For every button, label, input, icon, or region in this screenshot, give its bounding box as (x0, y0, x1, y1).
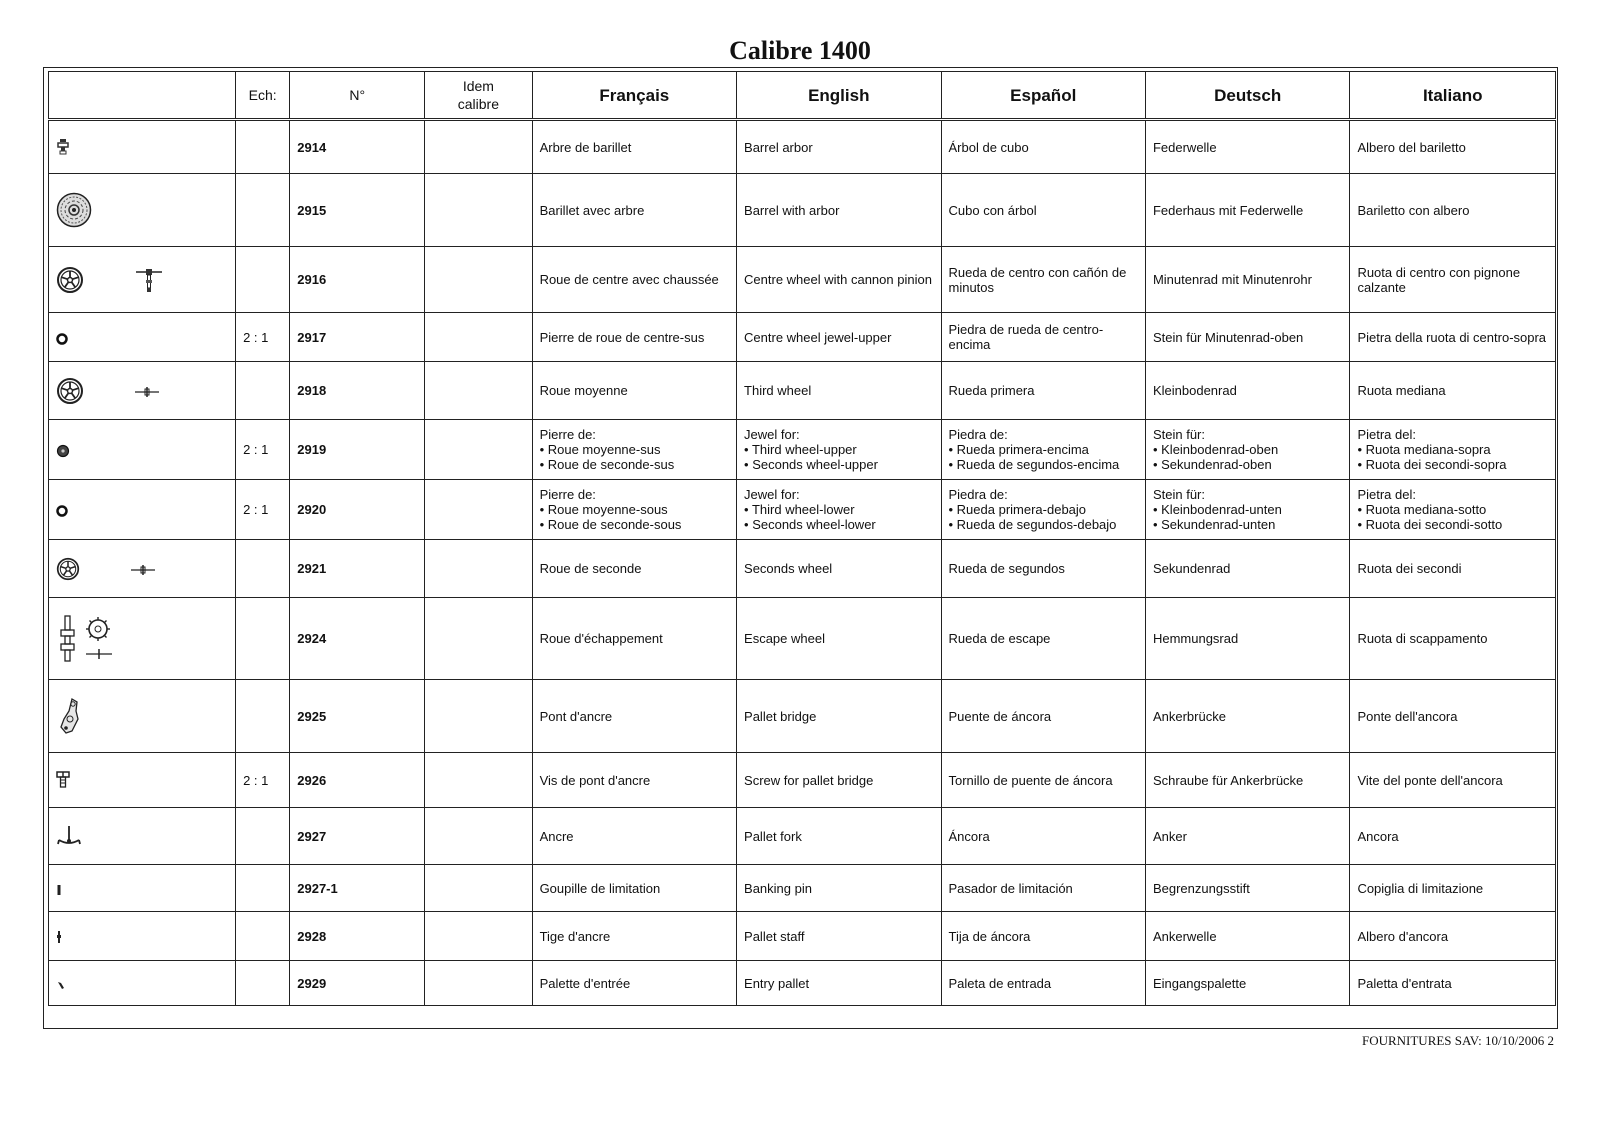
cell-text: 2929 (297, 975, 327, 991)
italiano-cell (1350, 480, 1556, 540)
cell-text: Bariletto con albero (1357, 202, 1470, 218)
wheel-profile-icon (130, 561, 156, 576)
idem-calibre-cell (425, 912, 532, 961)
header-italiano: Italiano (1350, 72, 1556, 120)
cell-text: Ponte dell'ancora (1357, 708, 1458, 724)
italiano-cell (1350, 174, 1556, 247)
deutsch-cell (1145, 912, 1349, 961)
cell-text: Sekundenrad (1152, 561, 1231, 576)
cell-text: Roue d'échappement (539, 631, 663, 646)
cell-text: 2926 (297, 772, 327, 788)
cell-text: Anker (1152, 828, 1187, 844)
cell-text: • Roue de seconde-sus (539, 457, 675, 472)
deutsch-cell (1145, 961, 1349, 1006)
cell-text: • Sekundenrad-unten (1152, 517, 1276, 532)
ech-cell (236, 808, 290, 865)
cell-text: Barrel with arbor (744, 202, 840, 218)
cell-text: Jewel for: (744, 487, 800, 502)
cell-text: Piedra de: (948, 487, 1008, 502)
header-francais: Français (532, 72, 736, 120)
table-row (49, 808, 1556, 865)
part-number-cell (290, 247, 425, 313)
francais-cell (532, 120, 736, 174)
deutsch-cell (1145, 540, 1349, 598)
part-picture-cell (49, 961, 236, 1006)
cell-text: Barrel arbor (744, 139, 813, 155)
idem-calibre-cell (425, 961, 532, 1006)
part-picture-cell (49, 598, 236, 680)
wheel-profile-icon (134, 383, 160, 398)
wheel-arbor-icon (134, 266, 164, 294)
part-number-cell (290, 174, 425, 247)
cell-text: Tige d'ancre (539, 928, 611, 944)
cell-text: Barillet avec arbre (539, 202, 645, 218)
cell-text: • Roue de seconde-sous (539, 517, 682, 532)
cell-text: Vis de pont d'ancre (539, 772, 651, 788)
espanol-cell (941, 912, 1145, 961)
part-number-cell (290, 420, 425, 480)
header-english: English (737, 72, 941, 120)
table-row (49, 598, 1556, 680)
part-picture-cell (49, 247, 236, 313)
part-picture-cell (49, 362, 236, 420)
cell-text: 2928 (297, 928, 327, 944)
english-cell (737, 753, 941, 808)
table-row (49, 540, 1556, 598)
ech-cell (236, 680, 290, 753)
espanol-cell (941, 480, 1145, 540)
idem-calibre-cell (425, 680, 532, 753)
wheel-icon (56, 266, 84, 294)
table-row (49, 313, 1556, 362)
cell-text: Albero del bariletto (1357, 139, 1466, 155)
cell-text: Rueda de escape (948, 631, 1051, 646)
cell-text: Begrenzungsstift (1152, 880, 1250, 896)
espanol-cell (941, 247, 1145, 313)
cell-text: Seconds wheel (744, 561, 833, 576)
cell-text: • Third wheel-lower (744, 502, 855, 517)
espanol-cell (941, 313, 1145, 362)
francais-cell (532, 313, 736, 362)
ech-cell (236, 362, 290, 420)
cell-text: 2924 (297, 631, 327, 646)
table-row (49, 961, 1556, 1006)
cell-text: Schraube für Ankerbrücke (1152, 772, 1304, 788)
cell-text: • Ruota mediana-sotto (1357, 502, 1487, 517)
parts-table (48, 71, 1556, 1006)
parts-table-body (49, 120, 1556, 1006)
entry-pallet-icon (56, 976, 66, 991)
idem-calibre-cell (425, 420, 532, 480)
cell-text: Pierre de: (539, 427, 596, 442)
table-row (49, 362, 1556, 420)
cell-text: Copiglia di limitazione (1357, 880, 1484, 896)
espanol-cell (941, 753, 1145, 808)
header-espanol: Español (941, 72, 1145, 120)
francais-cell (532, 247, 736, 313)
cell-text: Pallet fork (744, 828, 802, 844)
cell-text: Minutenrad mit Minutenrohr (1152, 272, 1312, 287)
cell-text: • Seconds wheel-upper (744, 457, 878, 472)
english-cell (737, 865, 941, 912)
cell-text: Escape wheel (744, 631, 825, 646)
wheel-small-icon (56, 557, 80, 581)
barrel-icon (56, 192, 92, 228)
cell-text: Roue de seconde (539, 561, 642, 576)
cell-text: Ancora (1357, 828, 1399, 844)
english-cell (737, 362, 941, 420)
table-row (49, 865, 1556, 912)
cell-text: • Ruota dei secondi-sopra (1357, 457, 1507, 472)
deutsch-cell (1145, 680, 1349, 753)
idem-calibre-cell (425, 174, 532, 247)
english-cell (737, 598, 941, 680)
part-picture-cell (49, 480, 236, 540)
francais-cell (532, 540, 736, 598)
cell-text: Eingangspalette (1152, 975, 1247, 991)
cell-text: 2921 (297, 561, 327, 576)
espanol-cell (941, 540, 1145, 598)
header-row (49, 72, 1556, 120)
cell-text: 2 : 1 (243, 772, 269, 788)
francais-cell (532, 680, 736, 753)
table-row (49, 174, 1556, 247)
cell-text: Paleta de entrada (948, 975, 1052, 991)
cell-text: Tija de áncora (948, 928, 1031, 944)
cell-text: Stein für Minutenrad-oben (1152, 329, 1304, 345)
part-picture-cell (49, 174, 236, 247)
cell-text: Pierre de: (539, 487, 596, 502)
cell-text: Goupille de limitation (539, 880, 661, 896)
deutsch-cell (1145, 598, 1349, 680)
italiano-cell (1350, 808, 1556, 865)
cell-text: Paletta d'entrata (1357, 975, 1452, 991)
table-row (49, 420, 1556, 480)
francais-cell (532, 961, 736, 1006)
francais-cell (532, 420, 736, 480)
espanol-cell (941, 362, 1145, 420)
header-deutsch: Deutsch (1145, 72, 1349, 120)
deutsch-cell (1145, 313, 1349, 362)
italiano-cell (1350, 362, 1556, 420)
deutsch-cell (1145, 480, 1349, 540)
cell-text: Piedra de rueda de centro-encima (948, 322, 1104, 352)
table-row (49, 680, 1556, 753)
cell-text: 2925 (297, 708, 327, 724)
cell-text: Piedra de: (948, 427, 1008, 442)
francais-cell (532, 753, 736, 808)
part-picture-cell (49, 912, 236, 961)
wheel-icon (56, 377, 84, 405)
header-ech: Ech: (236, 72, 290, 120)
header-idem-calibre: Idem calibre (425, 72, 532, 120)
cell-text: Federhaus mit Federwelle (1152, 202, 1304, 218)
cell-text: Rueda de segundos (948, 561, 1065, 576)
cell-text: Centre wheel with cannon pinion (744, 272, 932, 287)
part-number-cell (290, 680, 425, 753)
cell-text: Roue moyenne (539, 383, 628, 398)
english-cell (737, 247, 941, 313)
english-cell (737, 174, 941, 247)
part-picture-cell (49, 808, 236, 865)
espanol-cell (941, 420, 1145, 480)
ech-cell (236, 540, 290, 598)
table-row (49, 912, 1556, 961)
ech-cell (236, 480, 290, 540)
part-number-cell (290, 362, 425, 420)
table-row (49, 480, 1556, 540)
italiano-cell (1350, 865, 1556, 912)
cell-text: Ankerbrücke (1152, 708, 1226, 724)
francais-cell (532, 362, 736, 420)
cell-text: Ankerwelle (1152, 928, 1217, 944)
english-cell (737, 680, 941, 753)
italiano-cell (1350, 598, 1556, 680)
part-picture-cell (49, 540, 236, 598)
cell-text: Stein für: (1152, 427, 1205, 442)
barrel-arbor-icon (56, 138, 70, 156)
cell-text: Ruota dei secondi (1357, 561, 1462, 576)
english-cell (737, 420, 941, 480)
deutsch-cell (1145, 174, 1349, 247)
part-picture-cell (49, 120, 236, 174)
cell-text: • Ruota mediana-sopra (1357, 442, 1491, 457)
cell-text: • Third wheel-upper (744, 442, 857, 457)
espanol-cell (941, 598, 1145, 680)
cell-text: Puente de áncora (948, 708, 1052, 724)
idem-calibre-cell (425, 598, 532, 680)
pallet-staff-icon (56, 929, 62, 945)
espanol-cell (941, 680, 1145, 753)
english-cell (737, 808, 941, 865)
table-row (49, 120, 1556, 174)
page-title: Calibre 1400 (729, 36, 871, 65)
cell-text: • Sekundenrad-oben (1152, 457, 1272, 472)
ech-cell (236, 247, 290, 313)
italiano-cell (1350, 961, 1556, 1006)
deutsch-cell (1145, 362, 1349, 420)
cell-text: Pietra del: (1357, 487, 1416, 502)
cell-text: • Kleinbodenrad-oben (1152, 442, 1279, 457)
part-picture-cell (49, 420, 236, 480)
deutsch-cell (1145, 420, 1349, 480)
deutsch-cell (1145, 808, 1349, 865)
cell-text: • Rueda primera-debajo (948, 502, 1087, 517)
cell-text: 2915 (297, 202, 327, 218)
deutsch-cell (1145, 865, 1349, 912)
italiano-cell (1350, 680, 1556, 753)
cell-text: • Roue moyenne-sous (539, 502, 668, 517)
cell-text: 2 : 1 (243, 442, 269, 457)
cell-text: Centre wheel jewel-upper (744, 329, 892, 345)
cell-text: Pasador de limitación (948, 880, 1073, 896)
cell-text: Jewel for: (744, 427, 800, 442)
cell-text: • Rueda de segundos-debajo (948, 517, 1117, 532)
espanol-cell (941, 865, 1145, 912)
cell-text: • Rueda primera-encima (948, 442, 1089, 457)
cell-text: Ruota di scappamento (1357, 631, 1488, 646)
ech-cell (236, 120, 290, 174)
cell-text: Rueda primera (948, 383, 1035, 398)
espanol-cell (941, 120, 1145, 174)
pallet-fork-icon (56, 824, 82, 848)
italiano-cell (1350, 247, 1556, 313)
francais-cell (532, 808, 736, 865)
cell-text: Cubo con árbol (948, 202, 1037, 218)
cell-text: Pallet bridge (744, 708, 817, 724)
cell-text: 2927 (297, 828, 327, 844)
cell-text: Pont d'ancre (539, 708, 613, 724)
francais-cell (532, 912, 736, 961)
part-picture-cell (49, 753, 236, 808)
ech-cell (236, 313, 290, 362)
part-picture-cell (49, 680, 236, 753)
idem-calibre-cell (425, 362, 532, 420)
idem-calibre-cell (425, 753, 532, 808)
deutsch-cell (1145, 753, 1349, 808)
english-cell (737, 480, 941, 540)
cell-text: Arbre de barillet (539, 139, 632, 155)
cell-text: Federwelle (1152, 139, 1217, 155)
part-number-cell (290, 540, 425, 598)
cell-text: Albero d'ancora (1357, 928, 1449, 944)
cell-text: • Roue moyenne-sus (539, 442, 661, 457)
part-number-cell (290, 120, 425, 174)
cell-text: Banking pin (744, 880, 812, 896)
english-cell (737, 912, 941, 961)
cell-text: Palette d'entrée (539, 975, 631, 991)
cell-text: 2914 (297, 139, 327, 155)
ech-cell (236, 753, 290, 808)
jewel-icon (56, 330, 68, 345)
part-number-cell (290, 598, 425, 680)
ech-cell (236, 174, 290, 247)
cell-text: 2 : 1 (243, 329, 269, 345)
italiano-cell (1350, 420, 1556, 480)
italiano-cell (1350, 313, 1556, 362)
pallet-bridge-icon (56, 697, 82, 735)
italiano-cell (1350, 753, 1556, 808)
cell-text: 2916 (297, 272, 327, 287)
cell-text: Stein für: (1152, 487, 1205, 502)
cell-text: Pietra del: (1357, 427, 1416, 442)
idem-calibre-cell (425, 480, 532, 540)
part-number-cell (290, 480, 425, 540)
cell-text: Rueda de centro con cañón de minutos (948, 264, 1127, 295)
ech-cell (236, 912, 290, 961)
header-number: N° (290, 72, 425, 120)
cell-text: 2918 (297, 383, 327, 398)
deutsch-cell (1145, 247, 1349, 313)
cell-text: 2927-1 (297, 880, 338, 896)
cell-text: Pietra della ruota di centro-sopra (1357, 329, 1547, 345)
cell-text: Hemmungsrad (1152, 631, 1239, 646)
part-picture-cell (49, 865, 236, 912)
part-number-cell (290, 808, 425, 865)
francais-cell (532, 174, 736, 247)
deutsch-cell (1145, 120, 1349, 174)
cell-text: • Rueda de segundos-encima (948, 457, 1120, 472)
cell-text: 2920 (297, 502, 327, 517)
idem-calibre-cell (425, 540, 532, 598)
cell-text: Tornillo de puente de áncora (948, 772, 1113, 788)
espanol-cell (941, 808, 1145, 865)
part-picture-cell (49, 313, 236, 362)
part-number-cell (290, 865, 425, 912)
footer-note: FOURNITURES SAV: 10/10/2006 2 (1361, 1033, 1554, 1048)
idem-calibre-cell (425, 247, 532, 313)
cell-text: Pierre de roue de centre-sus (539, 329, 705, 345)
english-cell (737, 961, 941, 1006)
header-picture (49, 72, 236, 120)
espanol-cell (941, 174, 1145, 247)
cell-text: Kleinbodenrad (1152, 383, 1237, 398)
english-cell (737, 120, 941, 174)
part-number-cell (290, 313, 425, 362)
english-cell (737, 540, 941, 598)
cell-text: • Kleinbodenrad-unten (1152, 502, 1282, 517)
jewel-dark-icon (56, 442, 70, 458)
francais-cell (532, 598, 736, 680)
cell-text: Árbol de cubo (948, 139, 1029, 155)
cell-text: 2917 (297, 329, 327, 345)
ech-cell (236, 961, 290, 1006)
cell-text: Áncora (948, 828, 990, 844)
cell-text: Vite del ponte dell'ancora (1357, 772, 1503, 788)
italiano-cell (1350, 912, 1556, 961)
cell-text: • Seconds wheel-lower (744, 517, 876, 532)
cell-text: Third wheel (744, 383, 812, 398)
banking-pin-icon (56, 881, 62, 896)
cell-text: • Ruota dei secondi-sotto (1357, 517, 1503, 532)
espanol-cell (941, 961, 1145, 1006)
idem-calibre-cell (425, 313, 532, 362)
italiano-cell (1350, 120, 1556, 174)
ech-cell (236, 598, 290, 680)
cell-text: 2919 (297, 442, 327, 457)
cell-text: Roue de centre avec chaussée (539, 272, 719, 287)
idem-calibre-cell (425, 865, 532, 912)
ech-cell (236, 420, 290, 480)
table-row (49, 247, 1556, 313)
english-cell (737, 313, 941, 362)
cell-text: Ruota di centro con pignone calzante (1357, 264, 1521, 295)
jewel-icon (56, 503, 68, 518)
italiano-cell (1350, 540, 1556, 598)
cell-text: 2 : 1 (243, 502, 269, 517)
idem-calibre-cell (425, 120, 532, 174)
part-number-cell (290, 753, 425, 808)
cell-text: Screw for pallet bridge (744, 772, 874, 788)
screw-icon (56, 771, 70, 789)
francais-cell (532, 480, 736, 540)
cell-text: Pallet staff (744, 928, 805, 944)
cell-text: Ancre (539, 828, 574, 844)
part-number-cell (290, 912, 425, 961)
cell-text: Ruota mediana (1357, 383, 1446, 398)
ech-cell (236, 865, 290, 912)
idem-calibre-cell (425, 808, 532, 865)
part-number-cell (290, 961, 425, 1006)
table-row (49, 753, 1556, 808)
escape-wheel-icon (56, 614, 114, 664)
cell-text: Entry pallet (744, 975, 810, 991)
francais-cell (532, 865, 736, 912)
